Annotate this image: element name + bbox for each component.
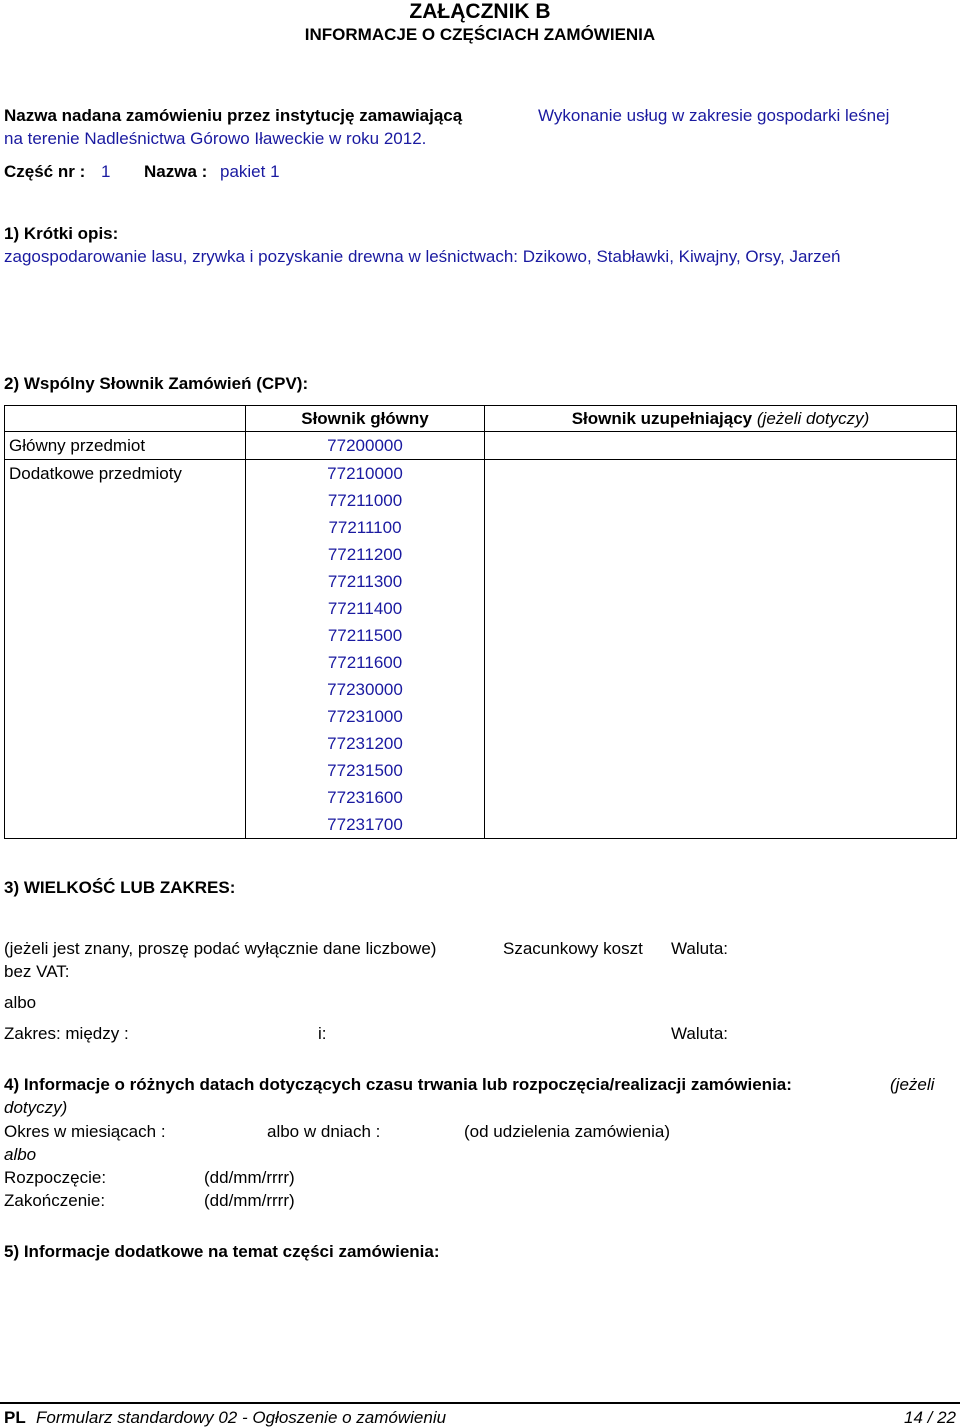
page-subtitle: INFORMACJE O CZĘŚCIACH ZAMÓWIENIA	[304, 25, 656, 44]
cpv-additional-row	[5, 460, 957, 488]
cpv-additional-supp	[485, 514, 957, 541]
cpv-additional-supp	[485, 730, 957, 757]
section1-heading: 1) Krótki opis:	[4, 224, 119, 243]
part-name-label: Nazwa :	[144, 162, 208, 181]
cpv-additional-supp	[485, 703, 957, 730]
cpv-additional-supp	[485, 811, 957, 839]
cpv-additional-code: 77211200	[327, 544, 403, 564]
cpv-additional-supp	[485, 757, 957, 784]
section2-heading: 2) Wspólny Słownik Zamówień (CPV):	[4, 374, 309, 393]
cpv-additional-code-cell	[246, 676, 485, 703]
cpv-additional-code-cell	[246, 622, 485, 649]
cpv-main-supp	[485, 432, 957, 460]
cpv-additional-supp	[485, 622, 957, 649]
section1-text: zagospodarowanie lasu, zrywka i pozyskanie drewna w leśnictwach: Dzikowo, Stabławki, Kiwajny, Orsy, Jarzeń	[4, 247, 841, 266]
cpv-main-code-cell	[246, 432, 485, 460]
cpv-header-empty	[5, 406, 246, 432]
cpv-additional-supp	[485, 460, 957, 488]
cpv-additional-label: Dodatkowe przedmioty	[5, 460, 246, 839]
section4-months-label: Okres w miesiącach :	[4, 1122, 166, 1141]
section3-cost-label: Szacunkowy koszt	[503, 939, 643, 958]
section5-heading: 5) Informacje dodatkowe na temat części zamówienia:	[4, 1242, 440, 1261]
cpv-additional-code-cell	[246, 757, 485, 784]
cpv-additional-code: 77231600	[327, 787, 403, 807]
cpv-additional-code: 77230000	[327, 679, 403, 699]
section3-or: albo	[4, 993, 37, 1012]
order-name-value-line2: na terenie Nadleśnictwa Górowo Iławeckie w roku 2012.	[4, 129, 427, 148]
cpv-additional-code-cell	[246, 649, 485, 676]
cpv-additional-code-cell	[246, 541, 485, 568]
cpv-additional-code: 77211500	[327, 625, 403, 645]
section3-range-label: Zakres: między :	[4, 1024, 129, 1043]
page-title: ZAŁĄCZNIK B	[409, 0, 551, 23]
cpv-additional-code: 77211100	[328, 517, 402, 537]
cpv-table	[4, 405, 957, 839]
cpv-additional-code: 77231000	[327, 706, 403, 726]
section3-currency-label2: Waluta:	[671, 1024, 729, 1043]
footer-lang: PL	[4, 1408, 26, 1427]
section4-days-label: albo w dniach :	[267, 1122, 381, 1141]
cpv-main-row	[5, 432, 957, 460]
cpv-additional-code-cell	[246, 730, 485, 757]
cpv-additional-code: 77231200	[327, 733, 403, 753]
cpv-additional-code-cell	[246, 514, 485, 541]
section3-cost-label2: bez VAT:	[4, 962, 70, 981]
section3-and-label: i:	[318, 1024, 327, 1043]
cpv-additional-code: 77231700	[327, 814, 403, 834]
section3-note: (jeżeli jest znany, proszę podać wyłącznie dane liczbowe)	[4, 939, 437, 958]
part-nr-value: 1	[101, 162, 111, 181]
cpv-additional-supp	[485, 595, 957, 622]
cpv-additional-supp	[485, 649, 957, 676]
cpv-main-label: Główny przedmiot	[5, 432, 246, 460]
cpv-additional-supp	[485, 541, 957, 568]
cpv-header-supp-label: Słownik uzupełniający	[571, 408, 753, 428]
section4-from-award: (od udzielenia zamówienia)	[464, 1122, 671, 1141]
part-nr-label: Część nr :	[4, 162, 86, 181]
section4-start-format: (dd/mm/rrrr)	[204, 1168, 295, 1187]
section4-heading-note: (jeżeli	[890, 1075, 935, 1094]
cpv-additional-supp	[485, 568, 957, 595]
section4-heading: 4) Informacje o różnych datach dotyczących czasu trwania lub rozpoczęcia/realizacji zamówienia:	[4, 1075, 792, 1094]
order-name-value-line1: Wykonanie usług w zakresie gospodarki leśnej	[538, 106, 890, 125]
cpv-additional-code-cell	[246, 811, 485, 839]
cpv-header-row	[5, 406, 957, 432]
cpv-header-supp-note: (jeżeli dotyczy)	[756, 408, 870, 428]
cpv-additional-code-cell	[246, 703, 485, 730]
section3-currency-label: Waluta:	[671, 939, 729, 958]
section4-end-format: (dd/mm/rrrr)	[204, 1191, 295, 1210]
cpv-main-code: 77200000	[327, 435, 403, 455]
cpv-additional-code-cell	[246, 595, 485, 622]
order-name-label: Nazwa nadana zamówieniu przez instytucję zamawiającą	[4, 106, 463, 125]
cpv-additional-code-cell	[246, 460, 485, 488]
footer-divider	[0, 1402, 960, 1404]
cpv-additional-supp	[485, 676, 957, 703]
part-name-value: pakiet 1	[220, 162, 280, 181]
cpv-additional-code-cell	[246, 568, 485, 595]
cpv-header-main: Słownik główny	[246, 406, 485, 432]
section4-or: albo	[4, 1145, 37, 1164]
footer-page: 14 / 22	[904, 1408, 956, 1427]
cpv-additional-code: 77210000	[327, 463, 403, 483]
cpv-additional-supp	[485, 487, 957, 514]
footer-form-name: Formularz standardowy 02 - Ogłoszenie o zamówieniu	[36, 1408, 447, 1427]
section4-heading-note2: dotyczy)	[4, 1098, 68, 1117]
section4-end-label: Zakończenie:	[4, 1191, 106, 1210]
cpv-additional-code-cell	[246, 487, 485, 514]
cpv-additional-code-cell	[246, 784, 485, 811]
cpv-additional-code: 77231500	[327, 760, 403, 780]
cpv-additional-code: 77211300	[327, 571, 403, 591]
section4-start-label: Rozpoczęcie:	[4, 1168, 107, 1187]
cpv-additional-supp	[485, 784, 957, 811]
cpv-additional-code: 77211000	[327, 490, 403, 510]
cpv-header-supp	[485, 406, 957, 432]
section3-heading: 3) WIELKOŚĆ LUB ZAKRES:	[4, 878, 236, 897]
cpv-additional-code: 77211400	[327, 598, 403, 618]
cpv-additional-code: 77211600	[327, 652, 403, 672]
